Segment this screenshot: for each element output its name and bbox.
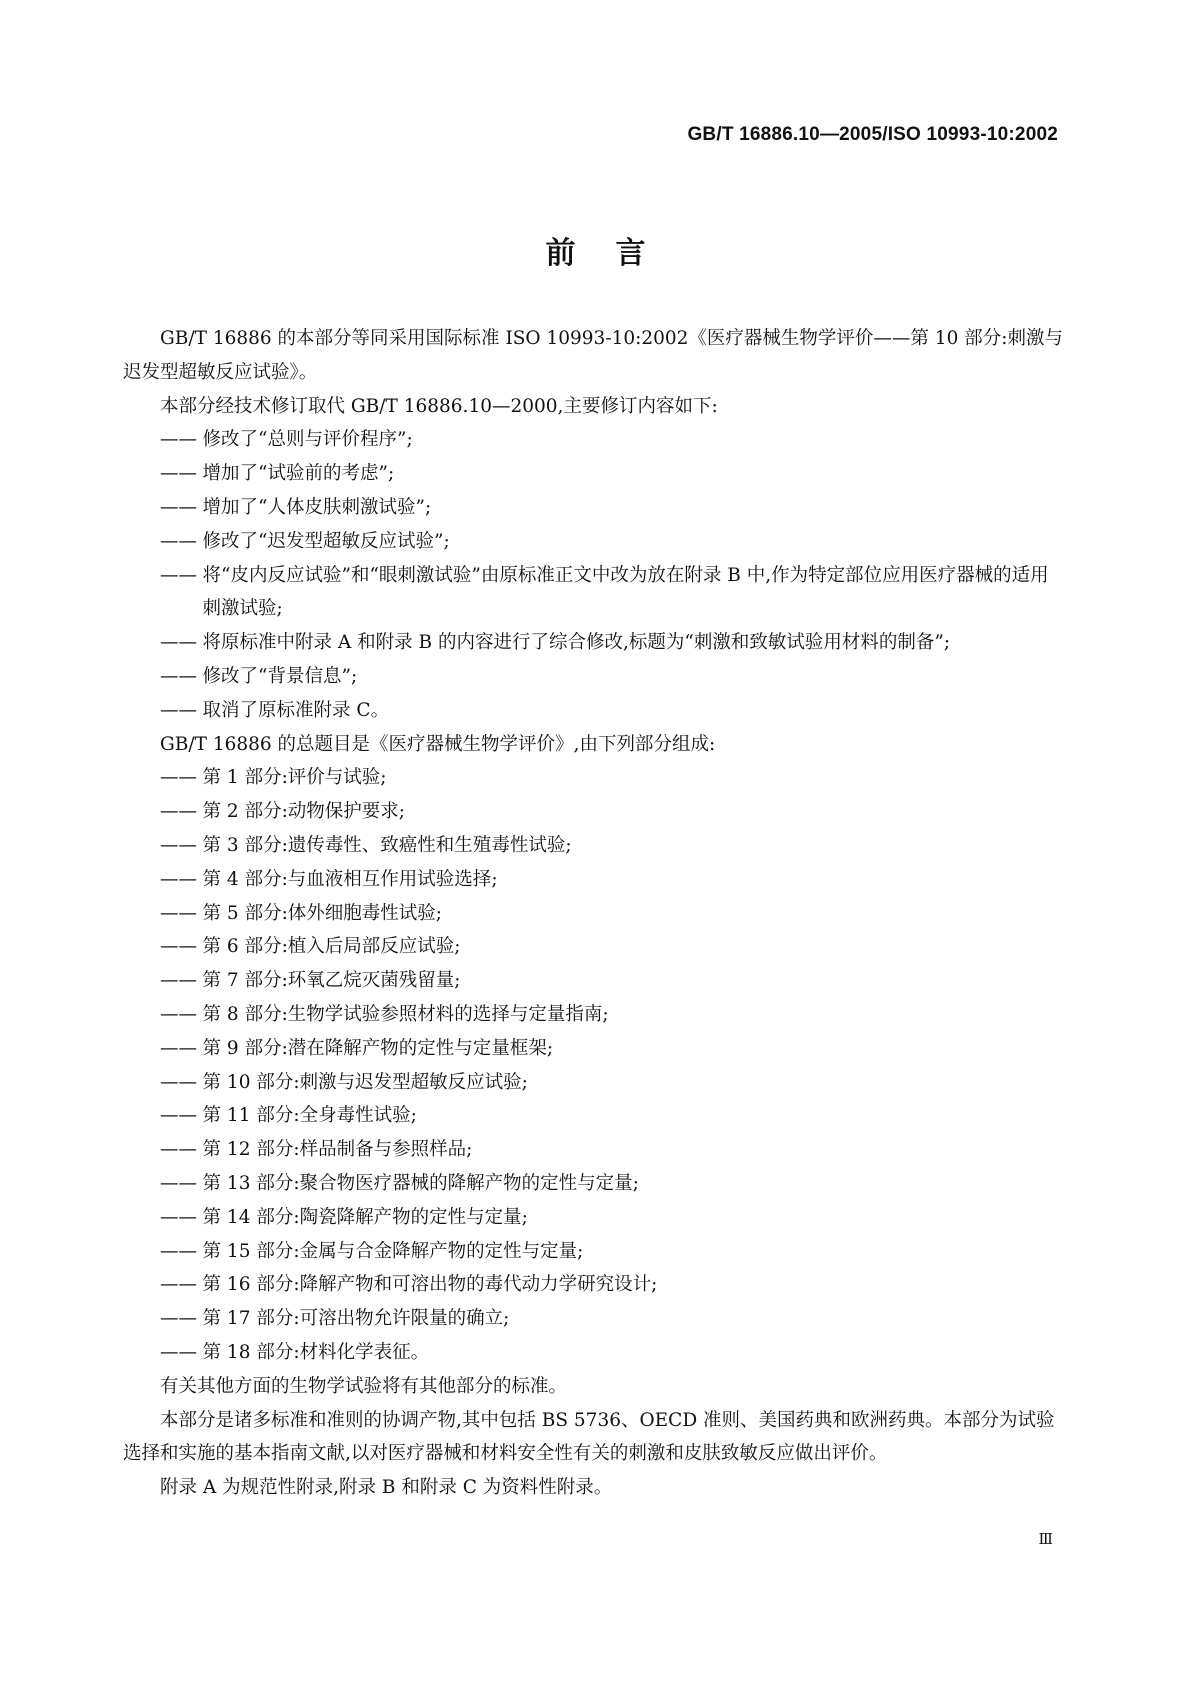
list-item: —— 修改了“背景信息”; <box>160 665 358 687</box>
page-number: Ⅲ <box>1038 1530 1053 1548</box>
list-item: —— 增加了“人体皮肤刺激试验”; <box>160 496 432 518</box>
list-item: —— 第 4 部分:与血液相互作用试验选择; <box>160 868 498 890</box>
list-item: —— 取消了原标准附录 C。 <box>160 699 390 721</box>
parts-list <box>123 761 1063 1369</box>
list-item: —— 将“皮内反应试验”和“眼刺激试验”由原标准正文中改为放在附录 B 中,作为特定部位应用医疗器械的适用刺激试验; <box>160 564 1049 620</box>
list-item: —— 第 3 部分:遗传毒性、致癌性和生殖毒性试验; <box>160 834 572 856</box>
list-item: —— 第 15 部分:金属与合金降解产物的定性与定量; <box>160 1240 584 1262</box>
revision-intro-paragraph: 本部分经技术修订取代 GB/T 16886.10—2000,主要修订内容如下: <box>160 395 718 417</box>
other-parts-paragraph: 有关其他方面的生物学试验将有其他部分的标准。 <box>160 1375 568 1397</box>
list-item: —— 第 13 部分:聚合物医疗器械的降解产物的定性与定量; <box>160 1172 639 1194</box>
list-item: —— 修改了“总则与评价程序”; <box>160 429 413 451</box>
annex-paragraph: 附录 A 为规范性附录,附录 B 和附录 C 为资料性附录。 <box>160 1477 613 1499</box>
list-item: —— 第 18 部分:材料化学表征。 <box>160 1341 430 1363</box>
list-item: —— 第 7 部分:环氧乙烷灭菌残留量; <box>160 970 461 992</box>
list-item: —— 第 17 部分:可溶出物允许限量的确立; <box>160 1308 510 1330</box>
list-item: —— 第 6 部分:植入后局部反应试验; <box>160 936 461 958</box>
list-item: —— 第 10 部分:刺激与迟发型超敏反应试验; <box>160 1071 528 1093</box>
list-item: —— 第 2 部分:动物保护要求; <box>160 801 406 823</box>
list-item: —— 第 14 部分:陶瓷降解产物的定性与定量; <box>160 1206 528 1228</box>
harmonization-paragraph: 本部分是诸多标准和准则的协调产物,其中包括 BS 5736、OECD 准则、美国药典和欧洲药典。本部分为试验选择和实施的基本指南文献,以对医疗器械和材料安全性有关的刺激和皮肤致敏反应做出评价。 <box>123 1409 1055 1465</box>
list-item: —— 第 16 部分:降解产物和可溶出物的毒代动力学研究设计; <box>160 1274 658 1296</box>
list-item: —— 第 12 部分:样品制备与参照样品; <box>160 1139 473 1161</box>
list-item: —— 第 11 部分:全身毒性试验; <box>160 1105 417 1127</box>
list-item: —— 增加了“试验前的考虑”; <box>160 463 395 485</box>
document-body <box>123 322 1063 1505</box>
list-item: —— 第 5 部分:体外细胞毒性试验; <box>160 902 443 924</box>
list-item: —— 第 8 部分:生物学试验参照材料的选择与定量指南; <box>160 1003 609 1025</box>
list-item: —— 第 1 部分:评价与试验; <box>160 767 387 789</box>
series-title-paragraph: GB/T 16886 的总题目是《医疗器械生物学评价》,由下列部分组成: <box>160 733 716 755</box>
standard-code-header: GB/T 16886.10—2005/ISO 10993-10:2002 <box>687 124 1058 145</box>
list-item: —— 第 9 部分:潜在降解产物的定性与定量框架; <box>160 1037 554 1059</box>
page-title: 前言 <box>545 236 686 271</box>
list-item: —— 修改了“迟发型超敏反应试验”; <box>160 530 450 552</box>
list-item: —— 将原标准中附录 A 和附录 B 的内容进行了综合修改,标题为“刺激和致敏试验用材料的制备”; <box>160 632 951 654</box>
intro-paragraph: GB/T 16886 的本部分等同采用国际标准 ISO 10993-10:2002《医疗器械生物学评价——第 10 部分:刺激与迟发型超敏反应试验》。 <box>123 328 1063 383</box>
revision-list <box>123 423 1063 727</box>
